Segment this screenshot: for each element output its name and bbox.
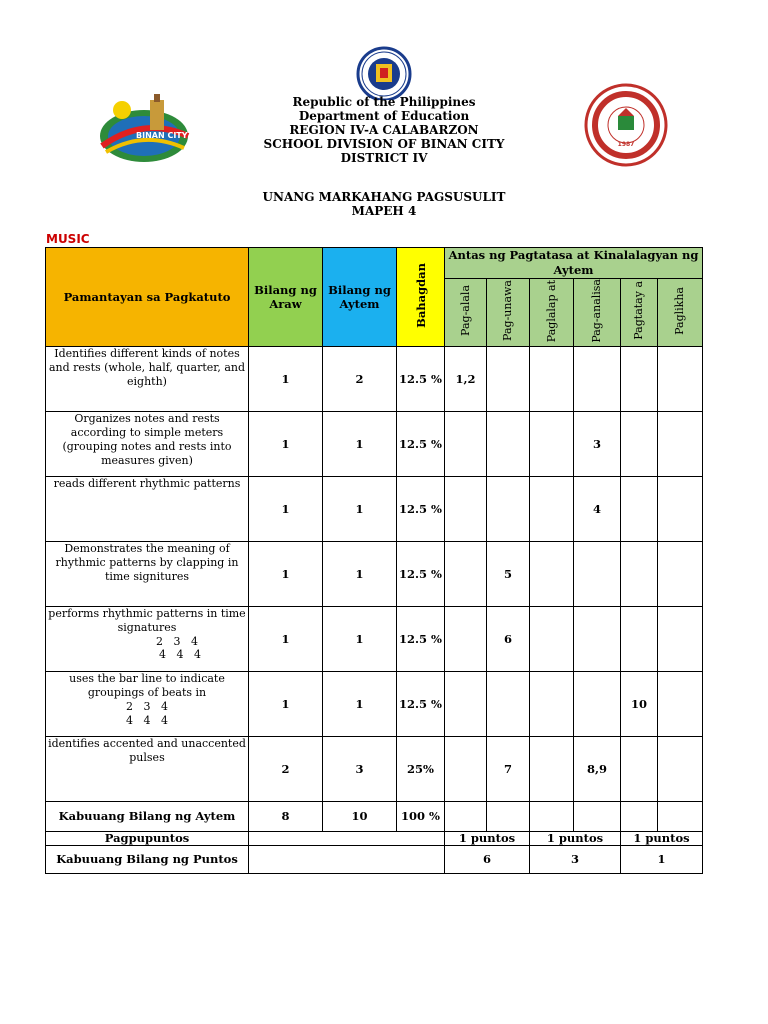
header-level-create: Paglikha <box>658 279 703 347</box>
row-days: 1 <box>249 346 323 411</box>
table-row <box>46 606 703 671</box>
row-level <box>445 541 487 606</box>
header-level-apply: Paglalap at <box>530 279 574 347</box>
section-label: MUSIC <box>46 232 90 246</box>
table-row <box>46 541 703 606</box>
row-level <box>445 411 487 476</box>
row-level <box>621 606 658 671</box>
table-row <box>46 346 703 411</box>
row-level: 8,9 <box>574 736 621 801</box>
row-level <box>658 411 703 476</box>
document-header <box>0 95 768 165</box>
row-standard: identifies accented and unaccented pulses <box>46 736 249 801</box>
row-items: 1 <box>323 671 397 736</box>
row-standard-text: performs rhythmic patterns in time signatures <box>48 606 246 634</box>
row-level <box>658 606 703 671</box>
title-exam: UNANG MARKAHANG PAGSUSULIT <box>262 190 506 204</box>
header-level-remember: Pag-alala <box>445 279 487 347</box>
row-percent: 12.5 % <box>397 541 445 606</box>
row-level <box>658 671 703 736</box>
table-row <box>46 411 703 476</box>
row-level: 3 <box>574 411 621 476</box>
row-standard: Organizes notes and rests according to simple meters (grouping notes and rests into measures given) <box>46 411 249 476</box>
row-days: 1 <box>249 476 323 541</box>
scoring-value: 1 puntos <box>530 831 621 845</box>
header-level-analyze: Pag-analisa <box>574 279 621 347</box>
row-level <box>530 346 574 411</box>
title-subject: MAPEH 4 <box>351 204 417 218</box>
total-items-label: Kabuuang Bilang ng Aytem <box>46 801 249 831</box>
row-level <box>621 476 658 541</box>
row-level: 5 <box>487 541 530 606</box>
row-level <box>574 346 621 411</box>
table-row <box>46 671 703 736</box>
row-items: 1 <box>323 411 397 476</box>
scoring-row <box>46 831 703 845</box>
row-percent: 12.5 % <box>397 346 445 411</box>
row-percent: 25% <box>397 736 445 801</box>
row-level <box>574 541 621 606</box>
time-signature-bottom: 4 4 4 <box>126 713 168 727</box>
row-level <box>621 346 658 411</box>
header-antas: Antas ng Pagtatasa at Kinalalagyan ng Aytem <box>445 248 703 279</box>
row-items: 1 <box>323 541 397 606</box>
scoring-label: Pagpupuntos <box>46 831 249 845</box>
row-percent: 12.5 % <box>397 606 445 671</box>
row-level <box>445 476 487 541</box>
row-percent: 12.5 % <box>397 476 445 541</box>
deped-seal-icon <box>344 44 424 100</box>
specification-table <box>45 247 703 874</box>
row-level <box>530 736 574 801</box>
table-row <box>46 736 703 801</box>
row-level <box>658 476 703 541</box>
row-standard: reads different rhythmic patterns <box>46 476 249 541</box>
header-line-department: Department of Education <box>298 109 470 123</box>
row-level <box>574 606 621 671</box>
row-days: 1 <box>249 411 323 476</box>
row-level <box>487 411 530 476</box>
row-items: 1 <box>323 606 397 671</box>
total-points-label: Kabuuang Bilang ng Puntos <box>46 845 249 873</box>
header-days: Bilang ng Araw <box>249 248 323 347</box>
row-level: 4 <box>574 476 621 541</box>
header-line-division: SCHOOL DIVISION OF BINAN CITY <box>263 137 505 151</box>
total-items-row <box>46 801 703 831</box>
scoring-value: 1 puntos <box>621 831 703 845</box>
row-level <box>530 671 574 736</box>
total-points-value: 3 <box>530 845 621 873</box>
total-points-row <box>46 845 703 873</box>
row-level: 1,2 <box>445 346 487 411</box>
row-percent: 12.5 % <box>397 411 445 476</box>
table-row <box>46 476 703 541</box>
row-level <box>658 736 703 801</box>
row-level: 6 <box>487 606 530 671</box>
row-standard <box>46 606 249 671</box>
total-items: 10 <box>323 801 397 831</box>
row-level <box>658 346 703 411</box>
header-level-understand: Pag-unawa <box>487 279 530 347</box>
row-days: 2 <box>249 736 323 801</box>
row-standard <box>46 671 249 736</box>
scoring-value: 1 puntos <box>445 831 530 845</box>
row-days: 1 <box>249 671 323 736</box>
school-seal-year: 1987 <box>617 141 635 148</box>
row-level <box>530 541 574 606</box>
header-line-republic: Republic of the Philippines <box>292 95 476 109</box>
header-items: Bilang ng Aytem <box>323 248 397 347</box>
row-level <box>445 736 487 801</box>
time-signature-top: 2 3 4 <box>126 699 168 713</box>
row-level <box>530 411 574 476</box>
row-level: 10 <box>621 671 658 736</box>
row-level: 7 <box>487 736 530 801</box>
header-percent: Bahagdan <box>397 248 445 347</box>
row-items: 2 <box>323 346 397 411</box>
row-level <box>621 541 658 606</box>
row-level <box>621 411 658 476</box>
header-standard: Pamantayan sa Pagkatuto <box>46 248 249 347</box>
row-standard: Demonstrates the meaning of rhythmic patterns by clapping in time signitures <box>46 541 249 606</box>
row-days: 1 <box>249 606 323 671</box>
row-level <box>530 606 574 671</box>
row-level <box>487 671 530 736</box>
header-line-region: REGION IV-A CALABARZON <box>289 123 479 137</box>
time-signature-top: 2 3 4 <box>156 634 198 648</box>
total-days: 8 <box>249 801 323 831</box>
header-line-district: DISTRICT IV <box>340 151 428 165</box>
row-level <box>574 671 621 736</box>
city-logo-text: BINAN CITY <box>136 131 188 140</box>
row-percent: 12.5 % <box>397 671 445 736</box>
row-standard-text: uses the bar line to indicate groupings of beats in <box>69 671 225 699</box>
row-level <box>487 476 530 541</box>
row-level <box>487 346 530 411</box>
row-level <box>445 606 487 671</box>
document-title <box>0 190 768 218</box>
total-points-value: 6 <box>445 845 530 873</box>
row-standard: Identifies different kinds of notes and rests (whole, half, quarter, and eighth) <box>46 346 249 411</box>
row-items: 3 <box>323 736 397 801</box>
total-points-value: 1 <box>621 845 703 873</box>
row-level <box>445 671 487 736</box>
header-level-evaluate: Pagtatay a <box>621 279 658 347</box>
row-days: 1 <box>249 541 323 606</box>
row-level <box>658 541 703 606</box>
total-percent: 100 % <box>397 801 445 831</box>
time-signature-bottom: 4 4 4 <box>159 647 201 661</box>
row-items: 1 <box>323 476 397 541</box>
row-level <box>621 736 658 801</box>
row-level <box>530 476 574 541</box>
